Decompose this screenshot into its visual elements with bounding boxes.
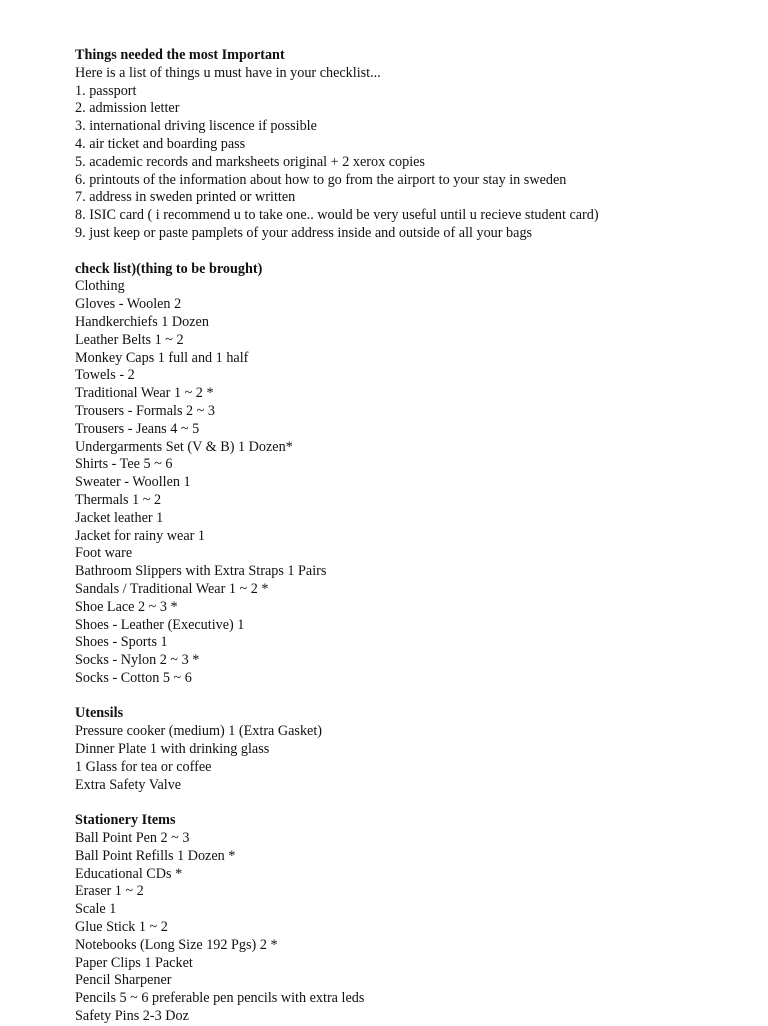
list-item: Foot ware <box>75 545 133 562</box>
list-item: 7. address in sweden printed or written <box>75 189 296 206</box>
section-heading-important: Things needed the most Important <box>75 47 285 63</box>
list-item: Leather Belts 1 ~ 2 <box>75 331 184 348</box>
list-item: Bathroom Slippers with Extra Straps 1 Pairs <box>75 563 327 580</box>
list-item: 1. passport <box>75 82 137 99</box>
spacer <box>75 794 755 812</box>
list-item: Shoes - Sports 1 <box>75 634 168 651</box>
list-item: 4. air ticket and boarding pass <box>75 135 246 152</box>
list-item: Notebooks (Long Size 192 Pgs) 2 * <box>75 936 278 953</box>
list-item: Thermals 1 ~ 2 <box>75 491 162 508</box>
list-item: Paper Clips 1 Packet <box>75 954 193 971</box>
list-item: Trousers - Formals 2 ~ 3 <box>75 402 215 419</box>
intro-text: Here is a list of things u must have in your checklist... <box>75 64 381 81</box>
list-item: Pressure cooker (medium) 1 (Extra Gasket) <box>75 723 323 740</box>
stationery-list <box>75 830 755 1026</box>
section-heading-checklist: check list)(thing to be brought) <box>75 260 263 277</box>
list-item: Educational CDs * <box>75 865 183 882</box>
list-item: Glue Stick 1 ~ 2 <box>75 919 168 936</box>
list-item: Trousers - Jeans 4 ~ 5 <box>75 420 200 437</box>
list-item: Towels - 2 <box>75 367 135 384</box>
spacer <box>75 243 755 261</box>
list-item: Shoe Lace 2 ~ 3 * <box>75 598 178 615</box>
list-item: Monkey Caps 1 full and 1 half <box>75 349 249 366</box>
list-item: 8. ISIC card ( i recommend u to take one.. would be very useful until u recieve student card) <box>75 207 599 224</box>
list-item: 5. academic records and marksheets original + 2 xerox copies <box>75 153 425 170</box>
list-item: Socks - Cotton 5 ~ 6 <box>75 669 192 686</box>
list-item: Jacket leather 1 <box>75 509 164 526</box>
list-item: 2. admission letter <box>75 100 180 117</box>
section-heading-stationery: Stationery Items <box>75 812 176 829</box>
important-list <box>75 83 755 243</box>
list-item: Ball Point Pen 2 ~ 3 <box>75 830 190 847</box>
list-item: 6. printouts of the information about how to go from the airport to your stay in sweden <box>75 171 567 188</box>
list-item: Handkerchiefs 1 Dozen <box>75 313 209 330</box>
utensils-list <box>75 723 755 794</box>
checklist-list <box>75 278 755 687</box>
list-item: Sandals / Traditional Wear 1 ~ 2 * <box>75 580 269 597</box>
list-item: Safety Pins 2-3 Doz <box>75 1008 189 1025</box>
section-heading-utensils: Utensils <box>75 705 124 722</box>
list-item: Socks - Nylon 2 ~ 3 * <box>75 652 200 669</box>
list-item: Extra Safety Valve <box>75 776 182 793</box>
list-item: Pencils 5 ~ 6 preferable pen pencils with extra leds <box>75 990 365 1007</box>
list-item: Jacket for rainy wear 1 <box>75 527 205 544</box>
list-item: Shirts - Tee 5 ~ 6 <box>75 456 173 473</box>
list-item: 1 Glass for tea or coffee <box>75 758 212 775</box>
list-item: Traditional Wear 1 ~ 2 * <box>75 385 214 402</box>
spacer <box>75 688 755 706</box>
list-item: 3. international driving liscence if possible <box>75 118 317 135</box>
list-item: Clothing <box>75 278 125 295</box>
document-page <box>75 47 755 1026</box>
list-item: Scale 1 <box>75 901 117 918</box>
list-item: Shoes - Leather (Executive) 1 <box>75 616 245 633</box>
list-item: Gloves - Woolen 2 <box>75 296 182 313</box>
list-item: Pencil Sharpener <box>75 972 172 989</box>
list-item: Eraser 1 ~ 2 <box>75 883 144 900</box>
list-item: Sweater - Woollen 1 <box>75 474 191 491</box>
list-item: Dinner Plate 1 with drinking glass <box>75 741 270 758</box>
list-item: Undergarments Set (V & B) 1 Dozen* <box>75 438 293 455</box>
list-item: 9. just keep or paste pamplets of your address inside and outside of all your bags <box>75 224 533 241</box>
list-item: Ball Point Refills 1 Dozen * <box>75 847 236 864</box>
